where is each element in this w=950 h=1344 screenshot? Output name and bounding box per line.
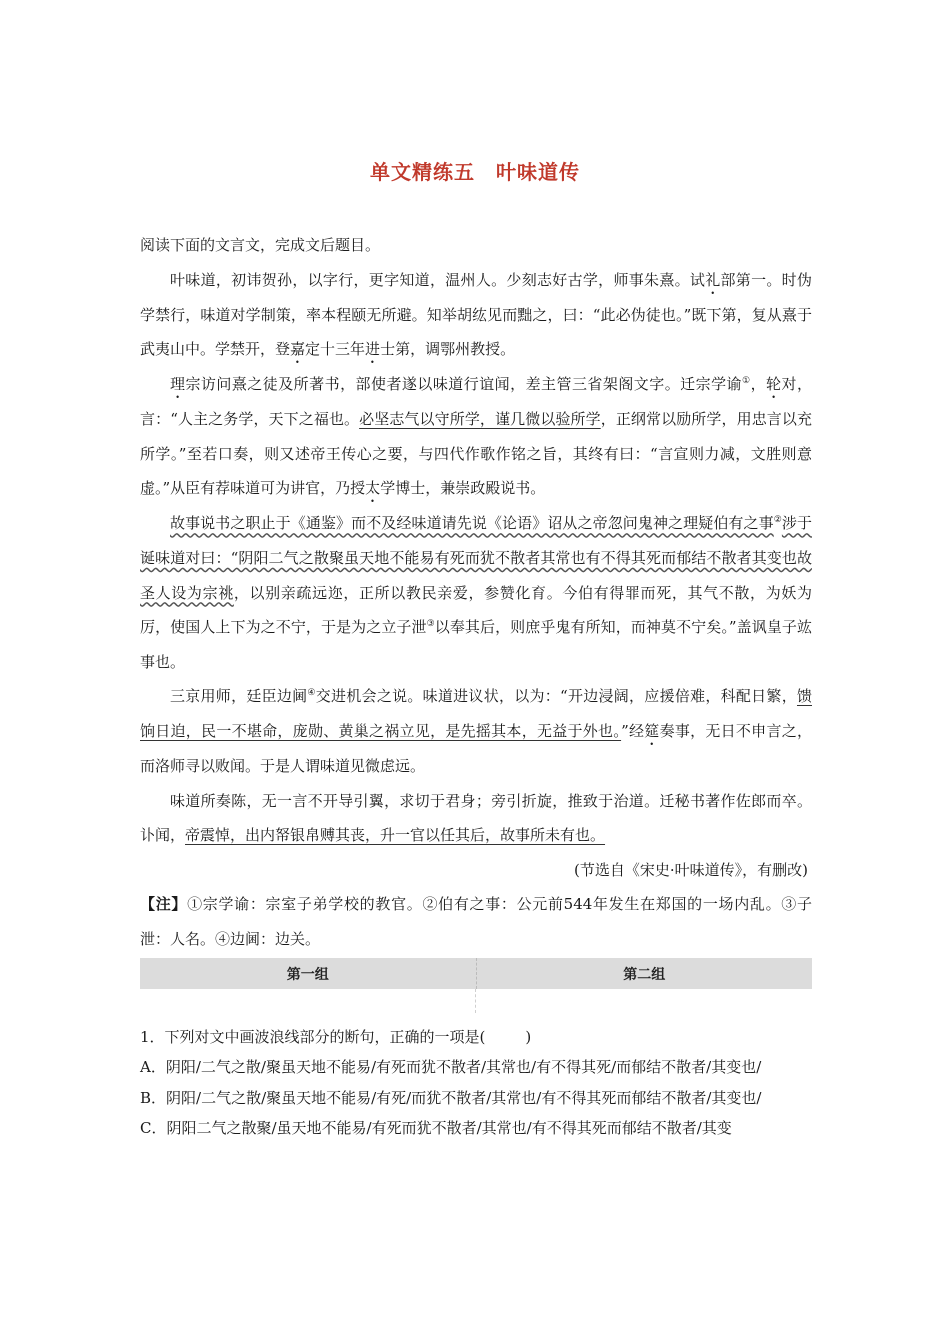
source-citation: (节选自《宋史·叶味道传》，有删改) <box>574 860 808 879</box>
footnote-mark: ② <box>773 515 782 526</box>
footnote-mark: ③ <box>426 619 435 630</box>
intro-text: 阅读下面的文言文，完成文后题目。 <box>140 236 381 254</box>
paragraph-2 <box>140 367 812 506</box>
group-tab-1[interactable]: 第一组 <box>286 966 329 983</box>
passage <box>140 228 812 957</box>
underlined-sentence: 帝震悼，出内帑银帛赙其丧，升一官以任其后，故事所未有也。 <box>185 826 606 845</box>
option-a: A．阴阳/二气之散/聚虽天地不能易/有死而犹不散者/其常也/有不得其死/而郁结不散者/其变也/ <box>140 1058 762 1077</box>
question-text: 1．下列对文中画波浪线部分的断句，正确的一项是( <box>140 1028 486 1046</box>
text-run: ， <box>750 375 767 394</box>
group-bar <box>140 958 812 989</box>
dotted-char: 理 <box>170 375 186 394</box>
underlined-sentence: 馈饷日迫，民一不堪命，庞勋、黄巢之祸立见，是先摇其本，无益于外也。 <box>140 687 812 740</box>
text-run: 交进机会之说。味道进议状，以为：“开边浸阔，应援倍难，科配日繁， <box>315 687 797 706</box>
text-run: 宗访问熹之徒及所著书，部使者遂以味道行谊闻，差主管三省架阁文字。迁宗学谕 <box>185 375 743 394</box>
questions <box>140 1022 812 1144</box>
note-tag: 【注】 <box>140 895 188 914</box>
group-divider <box>475 989 476 1013</box>
wavy-underlined-text: 涉于诞味道对曰：“阴阳二气之散聚虽天地不能易有死而犹不散者其常也有不得其死而郁结不散者其变也故圣人设为宗祧 <box>140 514 812 602</box>
dotted-char: 太 <box>365 479 381 498</box>
text-run: 奏事，无日不申言之，而洛师寻以败闻。于是人谓味道见微虑远。 <box>140 721 812 775</box>
text-run: 味道所奏陈，无一言不开导引翼，求切于君身；旁引折旋，推致于治道。迁秘书著作佐郎而卒。讣闻， <box>140 791 812 845</box>
group-tabs <box>140 958 812 1012</box>
dotted-char: 筵 <box>644 721 660 740</box>
dotted-char: 进 <box>365 340 381 359</box>
text-run: 学博士，兼崇政殿说书。 <box>380 479 546 498</box>
annotation-note <box>140 887 812 956</box>
wavy-underlined-text: 故事说书之职止于《通鉴》而不及经味道请先说《论语》诏从之帝忽问鬼神之理疑伯有之事 <box>170 514 774 533</box>
text-run: 定十三年 <box>305 340 366 359</box>
text-run: 以奉其后，则庶乎鬼有所知，而神莫不宁矣。”盖讽皇子竑事也。 <box>140 618 812 671</box>
footnote-mark: ① <box>742 376 751 387</box>
text-run: 士第，调鄂州教授。 <box>380 340 516 359</box>
underlined-sentence: 必坚志气以守所学，谨几微以验所学 <box>359 410 601 429</box>
text-run: ”经 <box>621 721 645 740</box>
note-text: ①宗学谕：宗室子弟学校的教官。②伯有之事：公元前544年发生在郑国的一场内乱。③子泄：人名。④边阃：边关。 <box>140 895 812 948</box>
text-run: 叶味道，初讳贺孙，以字行，更字知道，温州人。少刻志好古学，师事朱熹。试 <box>170 270 706 289</box>
question-1-stem <box>140 1022 812 1052</box>
text-run: 三京用师，廷臣边阃 <box>170 687 308 706</box>
dotted-char: 礼 <box>705 270 721 289</box>
dotted-char: 嘉 <box>290 340 306 359</box>
option-c: C．阴阳二气之散聚/虽天地不能易/有死而犹不散者/其常也/有不得其死而郁结不散者/其变 <box>140 1119 732 1138</box>
paragraph-5 <box>140 784 812 853</box>
text-run: 部第一。时伪学禁行，味道对学制策，率本程颐无所避。知举胡纮见而黜之，曰：“此必伪徒也。”既下第，复从熹于武夷山中。学禁开，登 <box>140 270 812 359</box>
dotted-char: 轮 <box>766 375 782 394</box>
text-run: 对，言：“人主之务学，天下之福也。 <box>140 375 812 429</box>
paragraph-1 <box>140 263 812 368</box>
page-title: 单文精练五 叶味道传 <box>370 160 580 184</box>
question-text-end: ) <box>525 1028 532 1046</box>
footnote-mark: ④ <box>307 688 316 699</box>
paragraph-3 <box>140 506 812 679</box>
text-run: ，正纲常以励所学，用忠言以充所学。”至若口奏，则又述帝王传心之要，与四代作歌作铭之旨，其终有曰：“言宣则力减，文胜则意虚。”从臣有荐味道可为讲官，乃授 <box>140 410 812 498</box>
option-b: B．阴阳/二气之散/聚虽天地不能易/有死/而犹不散者/其常也/有不得其死而郁结不散者/其变也/ <box>140 1088 762 1107</box>
paragraph-4 <box>140 679 812 783</box>
group-tab-2[interactable]: 第二组 <box>476 958 813 989</box>
text-run: ，以别亲疏远迩，正所以教民亲爱，参赞化育。今伯有得罪而死，其气不散，为妖为厉，使国人上下为之不宁，于是为之立子泄 <box>140 583 812 637</box>
